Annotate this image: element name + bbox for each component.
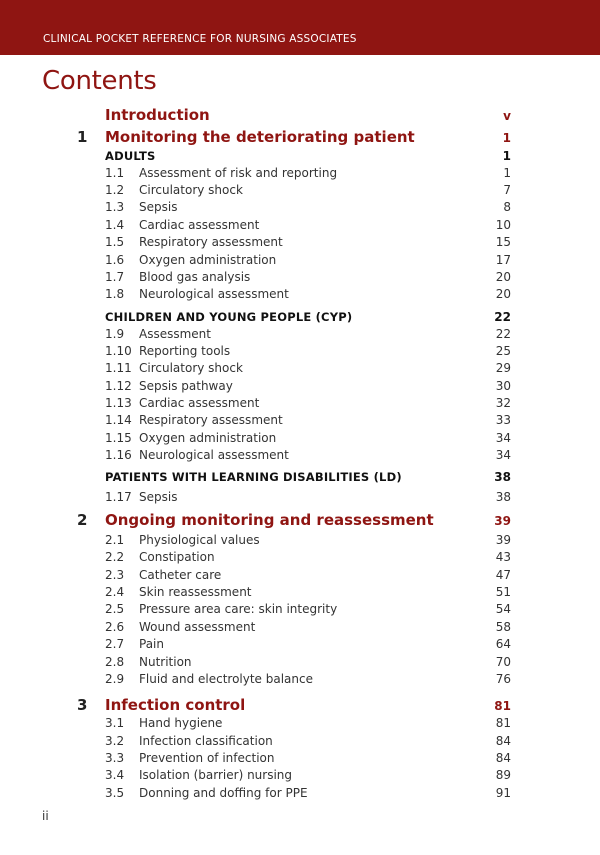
entry-page: 89: [495, 768, 511, 782]
entry-number: 2.9: [105, 672, 125, 686]
entry-page: 22: [495, 327, 511, 341]
entry-title: Constipation: [139, 550, 215, 564]
entry-title: Pressure area care: skin integrity: [139, 602, 338, 616]
entry-title: Assessment: [139, 327, 211, 341]
entry-title: Fluid and electrolyte balance: [139, 672, 313, 686]
entry-title: Circulatory shock: [139, 183, 243, 197]
entry-page: 81: [495, 716, 511, 730]
entry-number: 2.1: [105, 533, 125, 547]
entry-number: 1.14: [105, 413, 132, 427]
section-title: ADULTS: [105, 149, 156, 163]
entry-title: Oxygen administration: [139, 431, 277, 445]
entry-page: 47: [495, 568, 511, 582]
entry-page: 34: [495, 431, 511, 445]
entry-page: 30: [495, 379, 511, 393]
entry-title: Skin reassessment: [139, 585, 252, 599]
introduction-title: Introduction: [105, 106, 210, 124]
entry-title: Cardiac assessment: [139, 396, 260, 410]
entry-title: Donning and doffing for PPE: [139, 786, 308, 800]
entry-number: 1.12: [105, 379, 132, 393]
entry-number: 2.2: [105, 550, 125, 564]
entry-page: 10: [495, 218, 511, 232]
entry-number: 2.8: [105, 655, 125, 669]
entry-title: Sepsis pathway: [139, 379, 233, 393]
entry-page: 54: [495, 602, 511, 616]
entry-title: Sepsis: [139, 200, 178, 214]
chapter-title: Ongoing monitoring and reassessment: [105, 511, 434, 529]
entry-page: 20: [495, 287, 511, 301]
entry-title: Assessment of risk and reporting: [139, 166, 338, 180]
chapter-title: Infection control: [105, 696, 246, 714]
entry-number: 1.3: [105, 200, 125, 214]
entry-page: 38: [495, 490, 511, 504]
entry-number: 2.7: [105, 637, 125, 651]
entry-number: 2.6: [105, 620, 125, 634]
entry-page: 34: [495, 448, 511, 462]
entry-page: 84: [495, 751, 511, 765]
entry-number: 1.6: [105, 253, 125, 267]
entry-number: 1.2: [105, 183, 125, 197]
entry-page: 1: [503, 166, 511, 180]
entry-title: Physiological values: [139, 533, 260, 547]
entry-page: 17: [495, 253, 511, 267]
entry-number: 2.4: [105, 585, 125, 599]
chapter-title: Monitoring the deteriorating patient: [105, 128, 415, 146]
entry-page: 58: [495, 620, 511, 634]
entry-number: 1.4: [105, 218, 125, 232]
chapter-number: 2: [77, 511, 88, 529]
entry-page: 20: [495, 270, 511, 284]
entry-title: Reporting tools: [139, 344, 231, 358]
chapter-number: 3: [77, 696, 88, 714]
entry-page: 64: [495, 637, 511, 651]
chapter-page: 39: [494, 514, 511, 528]
entry-number: 2.5: [105, 602, 125, 616]
entry-title: Circulatory shock: [139, 361, 243, 375]
entry-title: Neurological assessment: [139, 287, 289, 301]
entry-page: 70: [495, 655, 511, 669]
introduction-page: v: [503, 109, 511, 123]
entry-number: 1.9: [105, 327, 125, 341]
section-page: 22: [494, 310, 511, 324]
section-title: PATIENTS WITH LEARNING DISABILITIES (LD): [105, 470, 402, 484]
entry-number: 3.5: [105, 786, 125, 800]
chapter-number: 1: [77, 128, 88, 146]
page-number: ii: [42, 809, 49, 823]
entry-number: 3.2: [105, 734, 125, 748]
book-title: CLINICAL POCKET REFERENCE FOR NURSING ASSOCIATES: [43, 33, 357, 45]
entry-title: Nutrition: [139, 655, 192, 669]
entry-page: 7: [503, 183, 511, 197]
entry-title: Oxygen administration: [139, 253, 277, 267]
entry-number: 1.7: [105, 270, 125, 284]
entry-number: 1.16: [105, 448, 132, 462]
entry-title: Cardiac assessment: [139, 218, 260, 232]
chapter-page: 1: [502, 131, 511, 145]
entry-number: 3.4: [105, 768, 125, 782]
entry-page: 33: [495, 413, 511, 427]
entry-page: 25: [495, 344, 511, 358]
entry-title: Blood gas analysis: [139, 270, 251, 284]
entry-number: 1.13: [105, 396, 132, 410]
entry-number: 1.1: [105, 166, 125, 180]
entry-number: 1.15: [105, 431, 132, 445]
entry-title: Pain: [139, 637, 164, 651]
entry-page: 39: [495, 533, 511, 547]
section-title: CHILDREN AND YOUNG PEOPLE (CYP): [105, 310, 353, 324]
entry-number: 1.17: [105, 490, 132, 504]
entry-number: 2.3: [105, 568, 125, 582]
entry-page: 8: [503, 200, 511, 214]
section-page: 1: [502, 149, 511, 163]
entry-page: 51: [495, 585, 511, 599]
entry-page: 84: [495, 734, 511, 748]
entry-number: 1.8: [105, 287, 125, 301]
entry-number: 1.10: [105, 344, 132, 358]
entry-title: Sepsis: [139, 490, 178, 504]
page-title: Contents: [42, 66, 157, 96]
entry-page: 32: [495, 396, 511, 410]
entry-number: 1.11: [105, 361, 132, 375]
entry-page: 29: [495, 361, 511, 375]
entry-number: 3.3: [105, 751, 125, 765]
entry-number: 1.5: [105, 235, 125, 249]
entry-title: Hand hygiene: [139, 716, 223, 730]
entry-title: Respiratory assessment: [139, 413, 283, 427]
section-page: 38: [494, 470, 511, 484]
entry-title: Infection classification: [139, 734, 273, 748]
entry-page: 15: [495, 235, 511, 249]
entry-number: 3.1: [105, 716, 125, 730]
chapter-page: 81: [494, 699, 511, 713]
entry-page: 76: [495, 672, 511, 686]
entry-title: Respiratory assessment: [139, 235, 283, 249]
entry-title: Wound assessment: [139, 620, 256, 634]
entry-title: Prevention of infection: [139, 751, 275, 765]
entry-page: 91: [495, 786, 511, 800]
entry-page: 43: [495, 550, 511, 564]
entry-title: Catheter care: [139, 568, 222, 582]
entry-title: Isolation (barrier) nursing: [139, 768, 293, 782]
entry-title: Neurological assessment: [139, 448, 289, 462]
